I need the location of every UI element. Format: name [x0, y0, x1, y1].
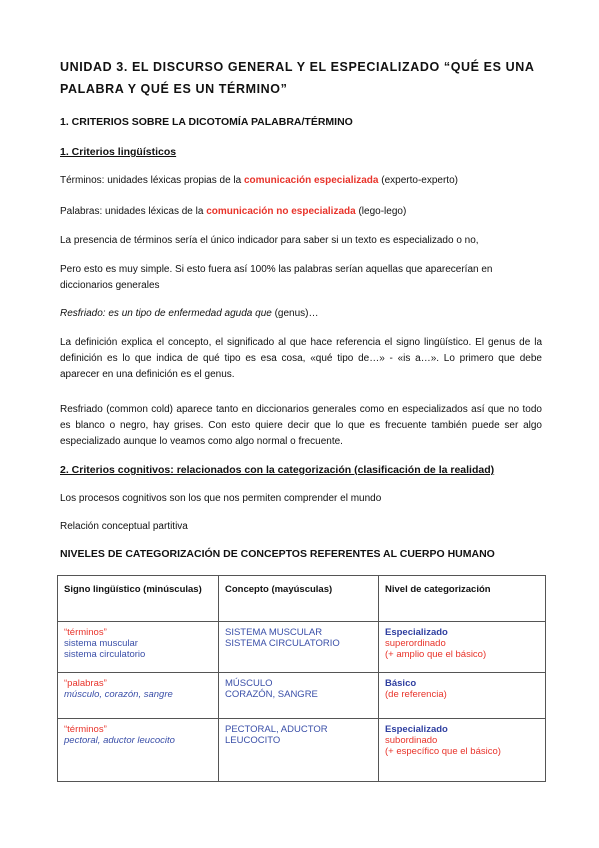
- paragraph-relacion: Relación conceptual partitiva: [60, 521, 188, 532]
- paragraph-palabras: [60, 204, 542, 220]
- text-post: (lego-lego): [355, 206, 407, 217]
- subsection-heading-linguistic: 1. Criterios lingüísticos: [60, 146, 177, 158]
- nivel-title: Básico: [385, 678, 417, 689]
- cell-concepto: [219, 673, 379, 719]
- document-title: UNIDAD 3. EL DISCURSO GENERAL Y EL ESPECIALIZADO “QUÉ ES UNA PALABRA Y QUÉ ES UN TÉRMINO”: [60, 60, 535, 96]
- concepto-line: LEUCOCITO: [225, 735, 281, 746]
- nivel-line: superordinado: [385, 638, 446, 649]
- section-heading-1: 1. CRITERIOS SOBRE LA DICOTOMÍA PALABRA/TÉRMINO: [60, 116, 353, 128]
- nivel-line: (+ amplio que el básico): [385, 649, 487, 660]
- signo-label: “palabras”: [64, 678, 107, 689]
- signo-line: sistema muscular: [64, 638, 138, 649]
- cell-signo: [58, 622, 219, 673]
- categorization-table: [57, 575, 546, 782]
- cell-nivel: [379, 622, 546, 673]
- italic-definition: Resfriado: es un tipo de enfermedad aguda que: [60, 308, 272, 319]
- table-row: [58, 719, 546, 782]
- header-concepto: Concepto (mayúsculas): [219, 576, 379, 622]
- signo-line: músculo, corazón, sangre: [64, 689, 173, 700]
- highlight-non-specialized-communication: comunicación no especializada: [206, 206, 356, 217]
- nivel-line: (de referencia): [385, 689, 447, 700]
- nivel-title: Especializado: [385, 627, 448, 638]
- concepto-line: PECTORAL, ADUCTOR: [225, 724, 328, 735]
- table-row: [58, 622, 546, 673]
- signo-label: “términos”: [64, 627, 107, 638]
- cell-concepto: [219, 719, 379, 782]
- highlight-specialized-communication: comunicación especializada: [243, 175, 379, 186]
- table-header-row: [58, 576, 546, 622]
- header-nivel: Nivel de categorización: [379, 576, 546, 622]
- paragraph-resfriado-definition: [60, 306, 542, 322]
- paragraph-presencia: La presencia de términos sería el único indicador para saber si un texto es especializado o no,: [60, 235, 479, 246]
- signo-label: “términos”: [64, 724, 107, 735]
- text-genus: (genus)…: [271, 308, 319, 319]
- table-row: [58, 673, 546, 719]
- text-pre: Términos: unidades léxicas propias de la: [60, 175, 244, 186]
- nivel-line: subordinado: [385, 735, 438, 746]
- paragraph-terminos: [60, 173, 542, 189]
- cell-concepto: [219, 622, 379, 673]
- nivel-title: Especializado: [385, 724, 448, 735]
- paragraph-common-cold: Resfriado (common cold) aparece tanto en diccionarios generales como en especializados así que no todo es blanco o negro, hay grises. Con esto quiere decir que lo que es frecuente también puede ser algo especializado aunque lo veamos como algo normal o frecuente.: [60, 404, 542, 447]
- text-post: (experto-experto): [378, 175, 458, 186]
- text-pre: Palabras: unidades léxicas de la: [60, 206, 207, 217]
- cell-signo: [58, 719, 219, 782]
- cell-signo: [58, 673, 219, 719]
- paragraph-procesos: Los procesos cognitivos son los que nos permiten comprender el mundo: [60, 493, 382, 504]
- signo-line: sistema circulatorio: [64, 649, 146, 660]
- concepto-line: CORAZÓN, SANGRE: [225, 689, 318, 700]
- table-title: NIVELES DE CATEGORIZACIÓN DE CONCEPTOS REFERENTES AL CUERPO HUMANO: [60, 548, 495, 560]
- concepto-line: SISTEMA MUSCULAR: [225, 627, 323, 638]
- paragraph-simple: Pero esto es muy simple. Si esto fuera así 100% las palabras serían aquellas que aparecerían en diccionarios generales: [60, 264, 493, 291]
- header-signo: Signo lingüístico (minúsculas): [58, 576, 219, 622]
- concepto-line: MÚSCULO: [225, 678, 273, 689]
- signo-line: pectoral, aductor leucocito: [64, 735, 175, 746]
- cell-nivel: [379, 673, 546, 719]
- nivel-line: (+ específico que el básico): [385, 746, 501, 757]
- concepto-line: SISTEMA CIRCULATORIO: [225, 638, 340, 649]
- cell-nivel: [379, 719, 546, 782]
- paragraph-definicion: La definición explica el concepto, el significado al que hace referencia el signo lingüístico. El genus de la definición es lo que indica de qué tipo es esa cosa, «qué tipo de…» - «is a…». Lo primero que debe aparecer en una definición es el genus.: [60, 337, 542, 380]
- subsection-heading-cognitive: 2. Criterios cognitivos: relacionados con la categorización (clasificación de la realidad): [60, 464, 495, 476]
